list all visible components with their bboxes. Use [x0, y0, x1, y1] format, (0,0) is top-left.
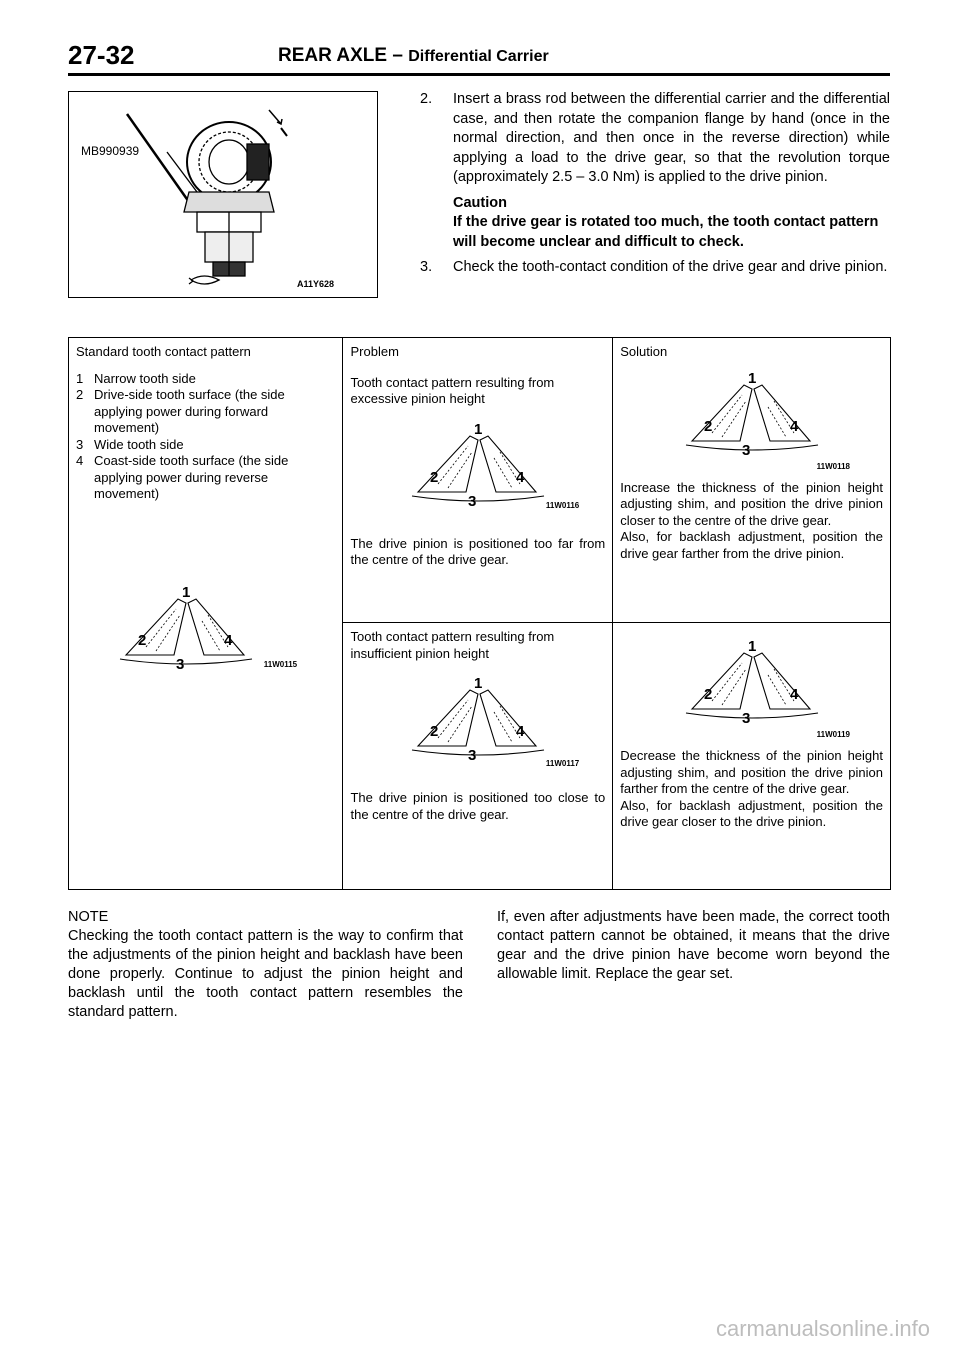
solution-text: Increase the thickness of the pinion height adjusting shim, and position the drive pinion closer to the centre of the drive gear. [620, 479, 883, 528]
figure-code: 11W0117 [545, 759, 580, 768]
note-title: NOTE [68, 909, 109, 925]
contact-pattern-lines [146, 609, 228, 651]
page-header [68, 40, 890, 72]
figure-code: 11W0116 [545, 500, 580, 510]
tooth-area-label: 4 [789, 686, 798, 703]
differential-figure [68, 91, 378, 298]
tooth-area-label: 1 [747, 639, 756, 655]
figure-code: 11W0119 [816, 730, 850, 739]
differential-illustration [69, 92, 379, 299]
solution-cell-1 [613, 338, 891, 623]
tooth-pattern-illustration [408, 676, 558, 766]
problem-cell-2 [343, 623, 613, 890]
title-dash: – [392, 45, 403, 66]
problem-description: The drive pinion is positioned too close to the centre of the drive gear. [350, 790, 606, 822]
contact-pattern-lines [438, 446, 520, 488]
standard-tooth-figure [116, 585, 296, 675]
tooth-area-label: 1 [747, 370, 756, 387]
legend-number: 1 [76, 370, 84, 386]
legend-item [76, 371, 335, 388]
tooth-left [418, 436, 478, 492]
tooth-right [480, 690, 536, 746]
contact-pattern-lines [712, 663, 794, 705]
problem-description: The drive pinion is positioned too far from the centre of the drive gear. [350, 535, 606, 567]
tooth-contact-table [68, 337, 891, 890]
tooth-pattern-illustration [682, 371, 832, 461]
solution-text-backlash: Also, for backlash adjustment, position the drive gear farther from the drive pinion. [620, 529, 883, 561]
tooth-left [126, 599, 186, 655]
tooth-pattern-illustration [116, 585, 266, 675]
note-text: Checking the tooth contact pattern is the way to confirm that the adjustments of the pinion height and backlash have been done properly. Continue to adjust the pinion height and backlash until the tooth contact pattern resembles the standard pattern. [68, 928, 463, 1020]
tooth-area-label: 4 [223, 631, 233, 649]
procedure-steps [420, 90, 890, 284]
solution-text-backlash: Also, for backlash adjustment, position the drive gear closer to the drive pinion. [620, 797, 883, 829]
figure-code: 11W0118 [816, 461, 850, 471]
legend-number: 3 [76, 436, 84, 452]
tooth-area-label: 4 [515, 723, 525, 740]
tooth-area-label: 3 [175, 655, 185, 673]
step-3 [420, 258, 890, 278]
legend-text: Wide tooth side [94, 436, 184, 452]
tooth-area-label: 1 [181, 584, 191, 601]
problem-tooth-figure [368, 676, 588, 766]
solution-text: Decrease the thickness of the pinion height adjusting shim, and position the drive pinion farther from the centre of the drive gear. [620, 748, 883, 796]
legend-item [76, 437, 335, 454]
solution-tooth-figure [642, 639, 862, 739]
contact-pattern-lines [712, 395, 794, 437]
tooth-area-label: 2 [703, 417, 712, 435]
tooth-right [754, 653, 810, 709]
caution-text: If the drive gear is rotated too much, the tooth contact pattern will become unclear and difficult to check. [453, 214, 879, 250]
legend-item [76, 387, 335, 437]
tooth-area-label: 3 [467, 492, 477, 510]
tooth-right [188, 599, 244, 655]
caution-title: Caution [453, 194, 507, 211]
tooth-area-label: 4 [515, 468, 525, 486]
gear-base-line [686, 445, 818, 450]
tooth-pattern-illustration [682, 639, 832, 729]
header-rule [68, 73, 890, 76]
column-header: Problem [350, 344, 399, 359]
legend-text: Coast-side tooth surface (the side applying power during reverse movement) [94, 453, 289, 501]
solution-tooth-figure [642, 370, 862, 471]
tool-label: MB990939 [81, 144, 140, 158]
legend-number: 2 [76, 387, 84, 402]
tooth-area-label: 1 [473, 421, 483, 438]
tooth-area-label: 2 [429, 468, 439, 486]
column-header: Solution [620, 344, 668, 359]
gear-set-replacement-text: If, even after adjustments have been made, the correct tooth contact pattern cannot be obtained, it means that the drive gear and the drive pinion have become worn beyond the allowable limit. Replace the gear set. [497, 909, 890, 982]
step-text: Check the tooth-contact condition of the drive gear and drive pinion. [453, 259, 888, 275]
tooth-area-label: 4 [789, 417, 798, 435]
page-number: 27-32 [68, 40, 135, 70]
section-title: REAR AXLE [278, 45, 388, 66]
column-header: Standard tooth contact pattern [76, 344, 251, 359]
tooth-area-label: 2 [137, 631, 147, 649]
tooth-left [418, 690, 478, 746]
problem-tooth-figure [368, 422, 588, 512]
subsection-title: Differential Carrier [408, 48, 549, 65]
legend-text: Drive-side tooth surface (the side applying power during forward movement) [94, 387, 285, 435]
caution-block [420, 194, 890, 253]
tooth-pattern-illustration [408, 422, 558, 512]
gear-base-line [412, 496, 544, 501]
step-2 [420, 90, 890, 188]
step-text: Insert a brass rod between the differential carrier and the differential case, and then rotate the companion flange by hand (once in the normal direction, and then once in the reverse direction) while applying a load to the drive gear, so that the revolution torque (approximately 2.5 – 3.0 Nm) is applied to the drive pinion. [453, 91, 890, 185]
tooth-left [692, 385, 752, 441]
contact-pattern-lines [438, 700, 520, 742]
gear-base-line [120, 659, 252, 664]
solution-cell-2 [613, 623, 891, 890]
tooth-area-label: 2 [703, 686, 712, 703]
standard-pattern-cell [69, 338, 343, 890]
figure-code: 11W0115 [263, 659, 298, 669]
problem-title: Tooth contact pattern resulting from insufficient pinion height [350, 629, 555, 661]
page-title [278, 45, 549, 67]
step-number: 2. [420, 91, 433, 107]
tooth-left [692, 653, 752, 709]
figure-code: A11Y628 [297, 279, 335, 289]
tooth-area-label: 3 [741, 441, 750, 459]
tooth-area-label: 3 [467, 747, 477, 764]
problem-title: Tooth contact pattern resulting from excessive pinion height [350, 374, 555, 406]
legend-item [76, 453, 335, 503]
gear-base-line [686, 713, 818, 718]
watermark: carmanualsonline.info [715, 1316, 930, 1341]
step-number: 3. [420, 259, 433, 275]
tooth-area-label: 1 [473, 676, 483, 692]
problem-cell-1 [343, 338, 613, 623]
legend-number: 4 [76, 453, 84, 468]
tooth-right [480, 436, 536, 492]
tooth-right [754, 385, 810, 441]
tooth-area-label: 2 [429, 723, 439, 740]
tooth-area-label: 3 [741, 710, 750, 727]
gear-base-line [412, 750, 544, 755]
note-block [68, 908, 463, 1022]
legend-text: Narrow tooth side [94, 370, 196, 386]
